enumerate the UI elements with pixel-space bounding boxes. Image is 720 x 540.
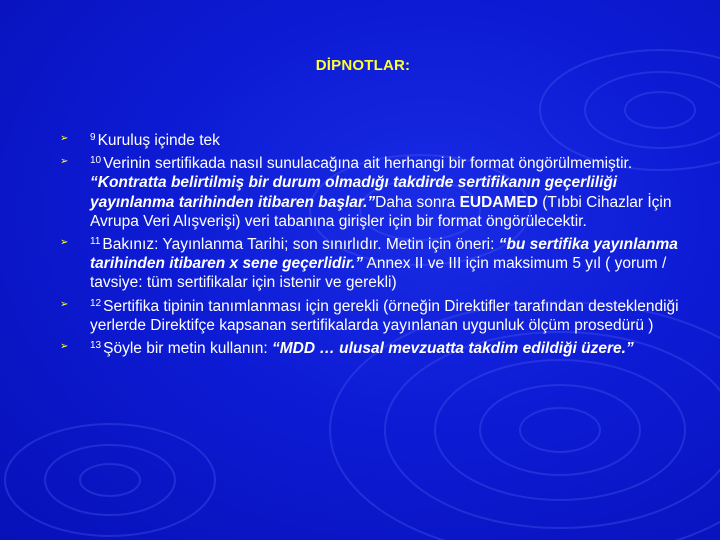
- ripple-ring: [520, 408, 600, 452]
- ripple-ring: [480, 385, 640, 475]
- footnote-quote: “bu sertifika yayınlanma tarihinden itibaren x sene geçerlidir.”: [90, 236, 678, 273]
- list-item: [60, 128, 696, 150]
- footnote-text-continued: Daha sonra: [375, 193, 460, 211]
- footnote-bold-term: EUDAMED: [459, 193, 538, 211]
- arrow-bullet-icon: ➢: [60, 237, 69, 249]
- footnote-text-continued: Annex II ve III için maksimum 5 yıl ( yorum / tavsiye: tüm sertifikalar için istenir ve gerekli): [90, 255, 667, 292]
- arrow-bullet-icon: ➢: [60, 156, 69, 168]
- footnote-text: Sertifika tipinin tanımlanması için gerekli (örneğin Direktifler tarafından desteklendiği yerlerde Direktifçe kapsanan sertifikalarda yayınlanan uygunluk ölçüm prosedürü ): [90, 297, 679, 334]
- list-item: [60, 294, 696, 335]
- arrow-bullet-icon: ➢: [60, 133, 69, 144]
- footnote-quote: “Kontratta belirtilmiş bir durum olmadığı takdirde sertifikanın geçerliliği yayınlanma tarihinden itibaren başlar.”: [90, 174, 618, 211]
- arrow-bullet-icon: ➢: [60, 341, 69, 353]
- footnote-text: Verinin sertifikada nasıl sunulacağına ait herhangi bir format öngörülmemiştir.: [103, 155, 633, 173]
- ripple-ring: [5, 424, 215, 536]
- ripple-ring: [435, 360, 685, 500]
- footnote-text: Şöyle bir metin kullanın:: [103, 340, 272, 358]
- footnote-number: 9: [90, 132, 96, 143]
- ripple-ring: [80, 464, 140, 496]
- ripple-ring: [45, 445, 175, 515]
- page-title: DİPNOTLAR:: [315, 57, 411, 74]
- list-item: [60, 232, 696, 293]
- ripple-ring: [625, 92, 695, 128]
- footnote-number: 11: [90, 236, 101, 248]
- arrow-bullet-icon: ➢: [60, 298, 69, 310]
- footnote-text-end: (Tıbbi Cihazlar İçin Avrupa Veri Alışverişi) veri tabanına girişler için bir format öngörülecektir.: [90, 193, 672, 230]
- footnote-number: 10: [90, 155, 102, 167]
- footnote-number: 12: [90, 297, 102, 309]
- footnote-quote: “MDD … ulusal mevzuatta takdim edildiği üzere.”: [271, 340, 634, 358]
- footnote-text: Bakınız: Yayınlanma Tarihi; son sınırlıdır. Metin için öneri:: [102, 236, 499, 254]
- footnote-number: 13: [90, 340, 102, 352]
- footnote-list: [60, 128, 696, 359]
- list-item: [60, 151, 696, 231]
- list-item: [60, 336, 696, 358]
- footnote-text: Kuruluş içinde tek: [97, 132, 220, 149]
